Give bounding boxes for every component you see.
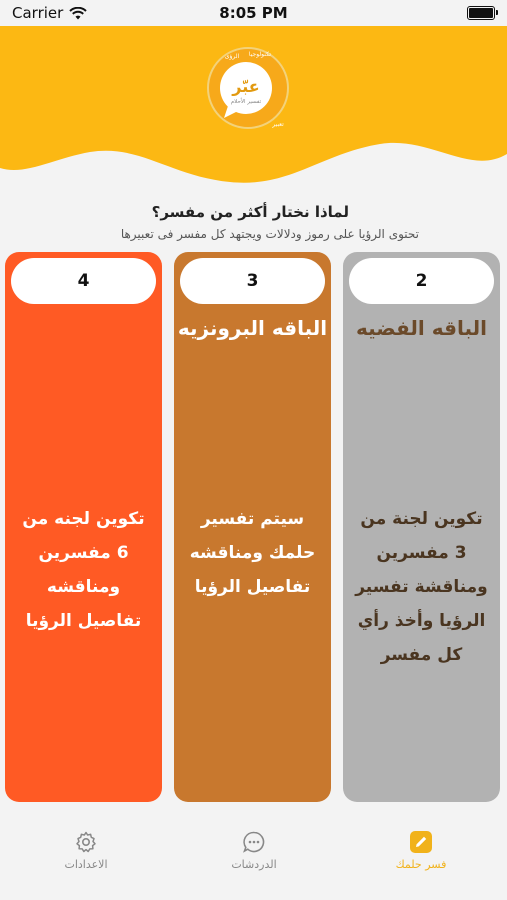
package-card-gold[interactable] [5,252,162,802]
tab-interpret-label: فسر حلمك [395,858,447,871]
tab-chats-label: الدردشات [231,858,277,871]
status-bar [0,0,507,26]
logo-ring-right: الرؤى [224,53,240,60]
package-description: تكوين لجنه من 6 مفسرين ومناقشه تفاصيل الرؤيا [22,509,145,631]
app-logo [200,44,296,134]
tab-interpret-dream[interactable] [371,830,471,871]
tab-settings[interactable] [36,830,136,871]
package-title: الباقه البرونزيه [177,316,328,340]
tab-chats[interactable] [204,830,304,871]
package-card-silver[interactable] [343,252,500,802]
package-count-pill: 2 [349,258,494,304]
package-title: الباقه الفضيه [356,316,487,340]
tab-bar [0,808,507,900]
pencil-icon [409,830,433,854]
logo-sub-text: تفسير الأحلام [230,99,262,105]
package-count-pill: 4 [11,258,156,304]
package-description: سيتم تفسير حلمك ومناقشه تفاصيل الرؤيا [189,509,316,597]
intro-subtitle: تحتوى الرؤيا على رموز ودلالات ويجتهد كل مفسر فى تعبيرها [120,227,419,241]
wifi-icon [69,7,87,20]
package-description: تكوين لجنة من 3 مفسرين ومناقشة تفسير الرؤيا وأخذ رأي كل مفسر [355,509,488,665]
tab-settings-label: الاعدادات [64,858,108,871]
battery-icon [467,6,495,20]
logo-ring-top: تكنولوجيا [248,51,272,58]
logo-ring-bottom: تعبير [272,121,284,128]
carrier-label: Carrier [12,4,64,22]
chat-bubble-icon [242,830,266,854]
package-card-bronze[interactable] [174,252,331,802]
clock: 8:05 PM [219,4,288,22]
package-count-pill: 3 [180,258,325,304]
gear-icon [74,830,98,854]
carrier-group [12,4,87,22]
logo-main-text: عبّر [232,77,260,96]
intro-question: لماذا نختار أكثر من مفسر؟ [151,203,349,221]
